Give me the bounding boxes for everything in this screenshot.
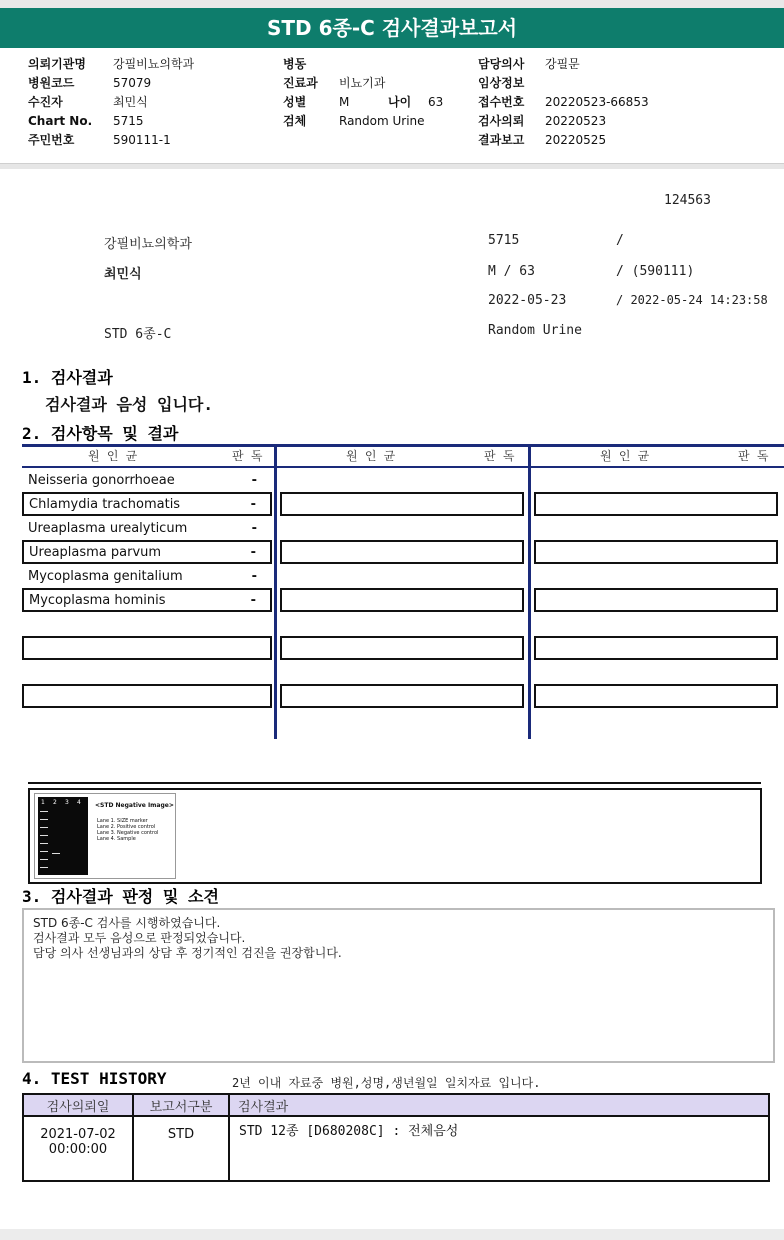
grid-divider-2 xyxy=(528,444,531,739)
section-3-title: 3. 검사결과 판정 및 소견 xyxy=(22,887,219,906)
grid-head-result-3: 판 독 xyxy=(738,449,769,463)
pathogen-row: Neisseria gonorrhoeae - xyxy=(28,473,257,488)
header-row-chart-no: Chart No. 5715 xyxy=(28,114,144,128)
summary-test: STD 6종-C xyxy=(104,327,172,342)
bottom-strip xyxy=(0,1229,784,1240)
gel-band xyxy=(40,835,48,836)
pathogen-row: Mycoplasma genitalium - xyxy=(28,569,257,584)
header-row-sex-age: 성별 M 나이 63 xyxy=(283,95,444,109)
gel-legend: Lane 1. SIZE marker Lane 2. Positive control Lane 3. Negative control Lane 4. Sample xyxy=(97,818,159,842)
top-strip xyxy=(0,0,784,8)
empty-row xyxy=(534,540,778,564)
grid-header-line xyxy=(22,466,784,468)
empty-row xyxy=(280,684,524,708)
summary-sex-age: M / 63 xyxy=(488,264,535,279)
opinion-box xyxy=(22,908,775,1063)
grid-head-result-2: 판 독 xyxy=(484,449,515,463)
history-head-date: 검사의뢰일 xyxy=(23,1094,133,1116)
gel-band xyxy=(40,851,48,852)
summary-id: 124563 xyxy=(664,193,711,208)
history-head-type: 보고서구분 xyxy=(133,1094,229,1116)
header-row-institution: 의뢰기관명 강필비뇨의학과 xyxy=(28,57,195,71)
summary-name: 최민식 xyxy=(104,267,142,282)
empty-row xyxy=(22,636,272,660)
header-row-clinical-info: 임상정보 xyxy=(478,76,525,90)
summary-date-2: / 2022-05-24 14:23:58 xyxy=(616,293,768,307)
empty-row xyxy=(280,588,524,612)
opinion-line: 검사결과 모두 음성으로 판정되었습니다. xyxy=(33,931,246,945)
section-2-title: 2. 검사항목 및 결과 xyxy=(22,424,179,443)
empty-row xyxy=(534,684,778,708)
header-row-doctor: 담당의사 강필문 xyxy=(478,57,580,71)
header-row-resident-no: 주민번호 590111-1 xyxy=(28,133,171,147)
summary-specimen: Random Urine xyxy=(488,323,582,338)
gel-image xyxy=(34,793,176,879)
gel-band xyxy=(40,827,48,828)
table-row xyxy=(23,1116,769,1181)
header-row-specimen: 검체 Random Urine xyxy=(283,114,425,128)
empty-row xyxy=(280,540,524,564)
gel-band xyxy=(40,819,48,820)
grid-head-result-1: 판 독 xyxy=(232,449,263,463)
empty-row xyxy=(22,684,272,708)
history-header-row xyxy=(23,1094,769,1116)
summary-slash: / xyxy=(616,233,624,248)
summary-birth: / (590111) xyxy=(616,264,695,279)
history-result: STD 12종 [D680208C] : 전체음성 xyxy=(229,1116,769,1181)
gel-lanes: 1 2 3 4 xyxy=(38,797,88,875)
history-table xyxy=(22,1093,770,1182)
header-row-department: 진료과 비뇨기과 xyxy=(283,76,386,90)
gel-title: <STD Negative Image> xyxy=(95,802,174,809)
header-divider xyxy=(0,163,784,169)
grid-head-pathogen-1: 원 인 균 xyxy=(88,449,138,463)
empty-row xyxy=(280,636,524,660)
summary-chart: 5715 xyxy=(488,233,520,248)
header-row-accession-no: 접수번호 20220523-66853 xyxy=(478,95,649,109)
pathogen-row: Ureaplasma urealyticum - xyxy=(28,521,257,536)
grid-divider-1 xyxy=(274,444,277,739)
header-col-1 xyxy=(28,55,278,150)
summary-clinic: 강필비뇨의학과 xyxy=(104,237,192,252)
history-type: STD xyxy=(133,1116,229,1181)
gel-band xyxy=(52,853,60,854)
summary-date-1: 2022-05-23 xyxy=(488,293,567,308)
pathogen-row: Chlamydia trachomatis - xyxy=(22,492,272,516)
gel-band xyxy=(40,843,48,844)
history-date: 2021-07-02 00:00:00 xyxy=(23,1116,133,1181)
history-head-result: 검사결과 xyxy=(229,1094,769,1116)
empty-row xyxy=(534,492,778,516)
section-1-title: 1. 검사결과 xyxy=(22,368,113,387)
history-note: 2년 이내 자료중 병원,성명,생년월일 일치자료 입니다. xyxy=(232,1076,541,1090)
pathogen-row: Ureaplasma parvum - xyxy=(22,540,272,564)
header-row-patient: 수진자 최민식 xyxy=(28,95,148,109)
header-col-3 xyxy=(478,55,778,150)
section-1-result: 검사결과 음성 입니다. xyxy=(45,395,214,414)
image-top-rule xyxy=(28,782,761,784)
gel-band xyxy=(40,867,48,868)
report-title: STD 6종-C 검사결과보고서 xyxy=(0,8,784,48)
empty-row xyxy=(534,588,778,612)
section-4-title: 4. TEST HISTORY xyxy=(22,1069,167,1088)
empty-row xyxy=(534,636,778,660)
header-row-request-date: 검사의뢰 20220523 xyxy=(478,114,607,128)
opinion-line: STD 6종-C 검사를 시행하였습니다. xyxy=(33,916,221,930)
gel-band xyxy=(40,859,48,860)
opinion-line: 담당 의사 선생님과의 상담 후 정기적인 검진을 권장합니다. xyxy=(33,946,342,960)
header-row-hospital-code: 병원코드 57079 xyxy=(28,76,152,90)
empty-row xyxy=(280,492,524,516)
grid-head-pathogen-3: 원 인 균 xyxy=(600,449,650,463)
grid-head-pathogen-2: 원 인 균 xyxy=(346,449,396,463)
header-row-ward: 병동 xyxy=(283,57,307,71)
gel-band xyxy=(40,811,48,812)
header-row-report-date: 결과보고 20220525 xyxy=(478,133,607,147)
header-col-2 xyxy=(283,55,473,131)
pathogen-row: Mycoplasma hominis - xyxy=(22,588,272,612)
